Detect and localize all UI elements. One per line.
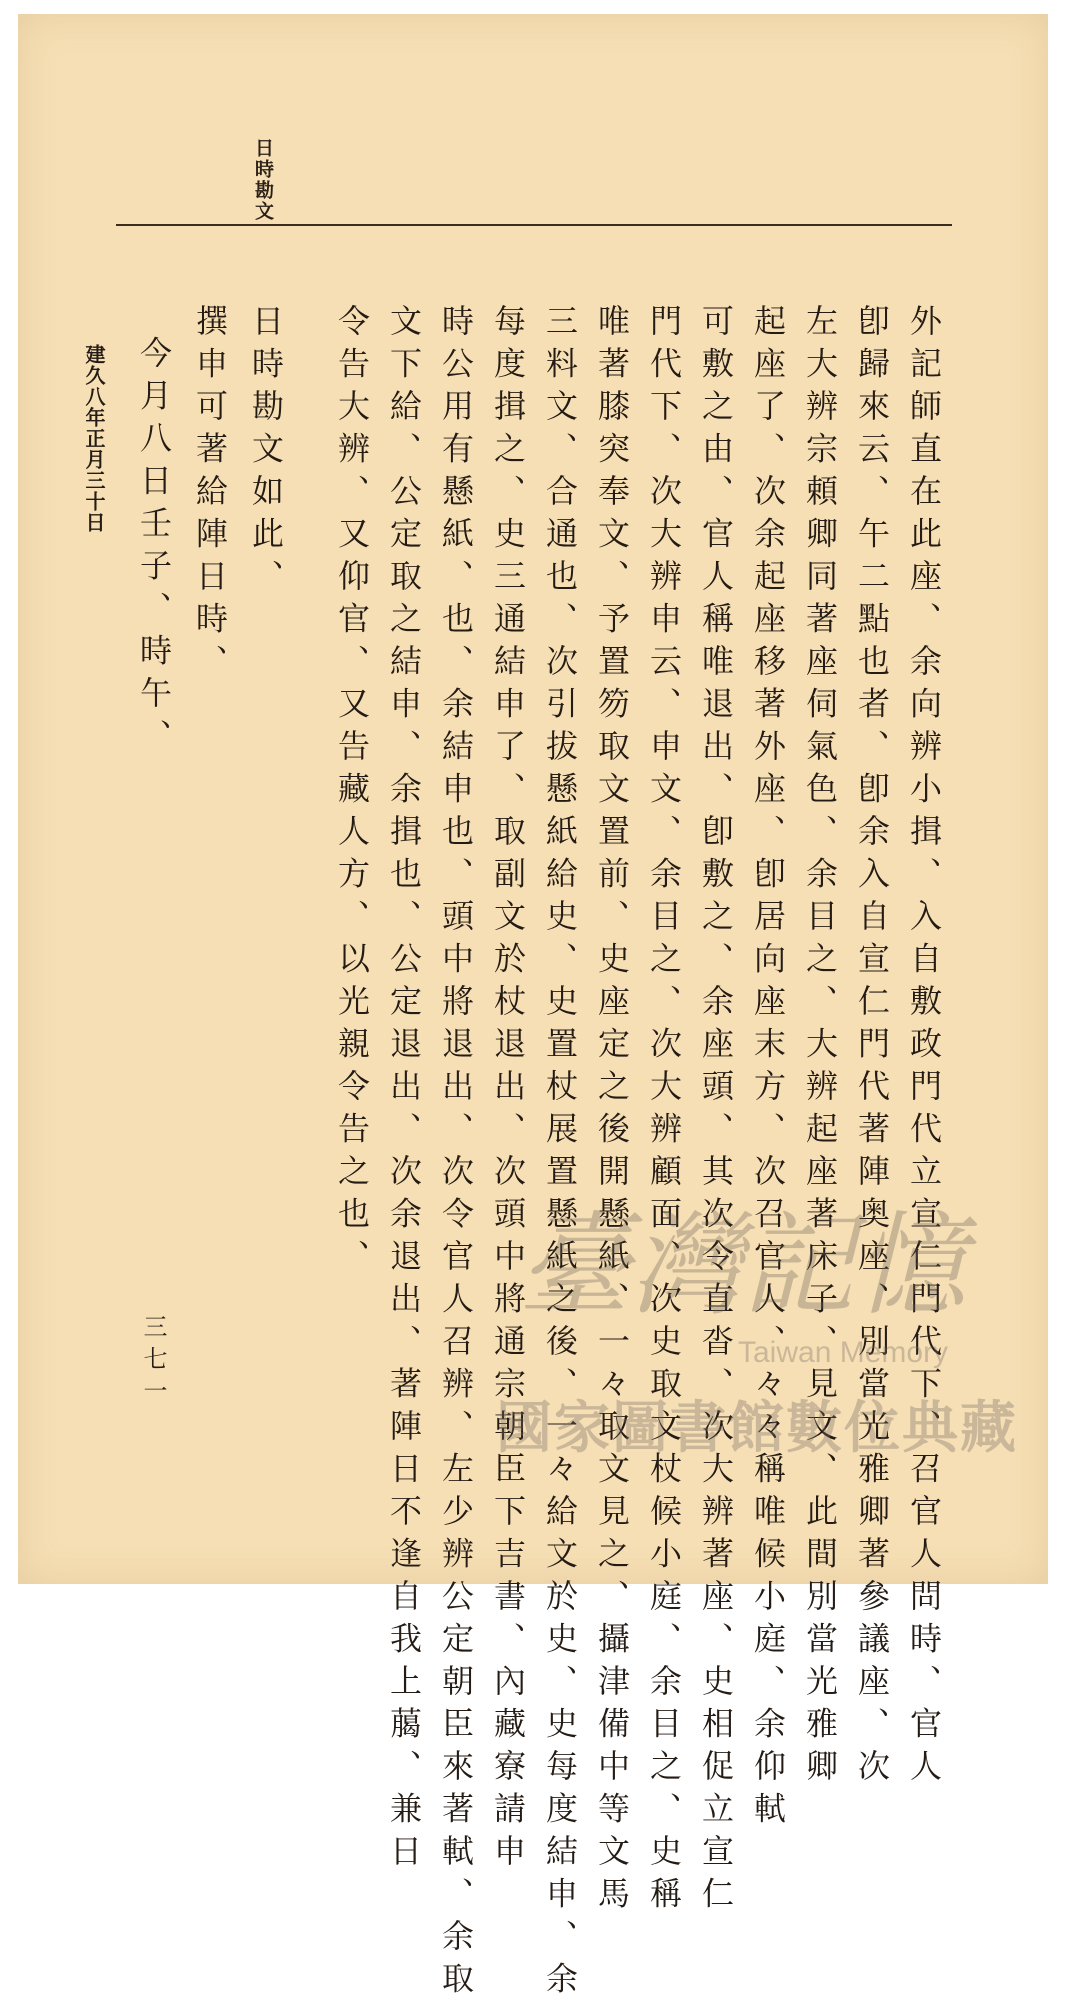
text-column-15: 今月八日壬子、時午、 bbox=[135, 336, 173, 761]
text-column-5: 可敷之由、官人稱唯退出、卽敷之、余座頭、其次令直沓、次大辨著座、史相促立宣仁 bbox=[697, 304, 735, 1919]
page-number: 三七一 bbox=[139, 1314, 167, 1410]
taiwan-memory-logo bbox=[518, 1194, 978, 1334]
text-column-3: 左大辨宗頼卿同著座伺氣色、余目之、大辨起座著床子、見文、此間別當光雅卿 bbox=[801, 304, 839, 1792]
text-column-2: 卽歸來云、午二點也者、卽余入自宣仁門代著陣奥座、別當光雅卿著參議座、次 bbox=[853, 304, 891, 1792]
book-page bbox=[18, 14, 1048, 2004]
text-column-1: 外記師直在此座、余向辨小揖、入自敷政門代立宣仁門代下、召官人問時、官人 bbox=[905, 304, 943, 1792]
text-column-6: 門代下、次大辨申云、申文、余目之、次大辨顧面、次史取文杖候小庭、余目之、史稱 bbox=[645, 304, 683, 1919]
text-column-11: 文下給、公定取之結申、余揖也、公定退出、次余退出、著陣日不逢自我上﨟、兼日 bbox=[385, 304, 423, 1877]
text-column-9: 每度揖之、史三通結申了、取副文於杖退出、次頭中將通宗朝臣下吉書、內藏寮請申 bbox=[489, 304, 527, 1877]
text-column-8: 三料文、合通也、次引拔懸紙給史、史置杖展置懸紙之後、一々給文於史、史每度結申、余 bbox=[541, 304, 579, 2004]
header-rule bbox=[116, 224, 952, 226]
text-column-12: 令告大辨、又仰官、又告藏人方、以光親令告之也、 bbox=[333, 304, 371, 1282]
watermark-library: 國家圖書館數位典藏 bbox=[496, 1396, 1018, 1461]
text-column-13: 日時勘文如此、 bbox=[247, 304, 285, 602]
text-column-10: 時公用有懸紙、也、余結申也、頭中將退出、次令官人召辨、左少辨公定朝臣來著軾、余取 bbox=[437, 304, 475, 2004]
date-line: 建久八年正月三十日 bbox=[82, 344, 106, 533]
text-column-4: 起座了、次余起座移著外座、卽居向座末方、次召官人、々々稱唯候小庭、余仰軾 bbox=[749, 304, 787, 1834]
watermark-latin: Taiwan Memory bbox=[738, 1336, 949, 1369]
text-column-7: 唯著膝突奉文、予置笏取文置前、史座定之後開懸紙、一々取文見之、攝津備中等文馬 bbox=[593, 304, 631, 1919]
text-column-14: 撰申可著給陣日時、 bbox=[191, 304, 229, 687]
running-header: 日時勘文 bbox=[252, 138, 274, 222]
svg-text:臺灣記憶: 臺灣記憶 bbox=[518, 1201, 966, 1331]
